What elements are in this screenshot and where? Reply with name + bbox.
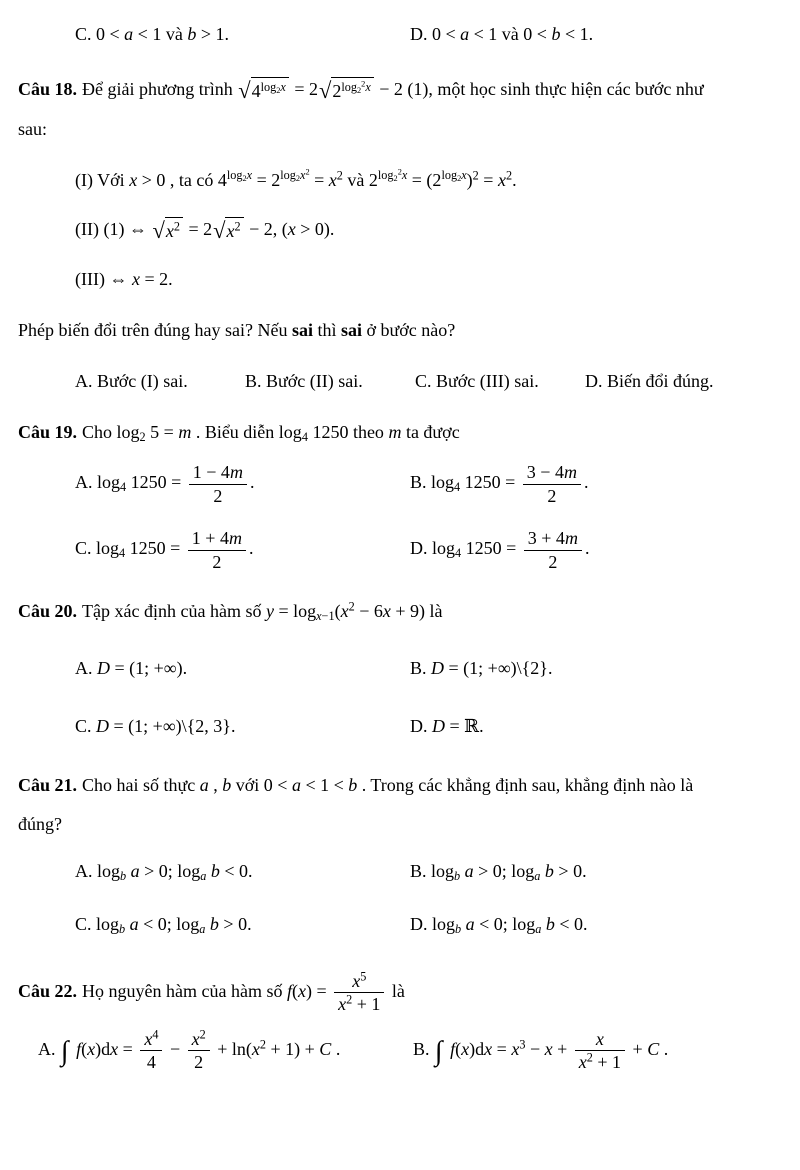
question-21-options-row-1 [75, 859, 782, 884]
question-20-option-d: D. D = ℝ. [410, 715, 484, 736]
prev-option-d: D. 0 < a < 1 và 0 < b < 1. [410, 24, 594, 44]
question-21-options-row-2 [75, 912, 782, 937]
question-21-option-a: A. $\log_b a > 0$; $\log_a b < 0$. [75, 861, 253, 884]
question-20-option-a: A. D = (1; +∞). [75, 658, 188, 679]
question-18-option-a: A. Bước (I) sai. [75, 370, 188, 391]
question-22-option-b: B. ∫ $f(x)dx = x^3 - x$ + $\frac{x}{x^2 + 1}$ + C . [413, 1028, 669, 1073]
question-19-options-row-2 [75, 527, 782, 573]
question-20-text [18, 599, 782, 624]
question-18-option-c: C. Bước (III) sai. [415, 370, 539, 391]
question-19-option-c: C. $\log_4 1250$ = $\frac{1 + 4m}{2}$ . [75, 528, 254, 572]
question-19-option-a: A. $\log_4 1250$ = $\frac{1 - 4m}{2}$ . [75, 462, 255, 506]
question-18-option-b: B. Bước (II) sai. [245, 370, 363, 391]
question-19-label: Câu 19. [18, 422, 78, 443]
question-20-options-row-2 [75, 714, 782, 739]
question-19-text-body: Cho $\log_2 5 = m$ . Biểu diễn $\log_4 1250$ theo m ta được [82, 422, 460, 445]
question-20-label: Câu 20. [18, 601, 78, 622]
question-21-option-b: B. $\log_b a > 0$; $\log_a b > 0$. [410, 861, 587, 884]
question-19-options-row-1 [75, 461, 782, 507]
question-21-text [18, 773, 782, 798]
question-22-options-row [38, 1028, 782, 1074]
prev-question-options-row [75, 22, 782, 47]
question-22-label: Câu 22. [18, 980, 78, 1001]
question-22-text [18, 970, 782, 1016]
question-18-intro [18, 77, 782, 104]
question-19-option-d: D. $\log_4 1250$ = $\frac{3 + 4m}{2}$ . [410, 528, 590, 572]
question-22-option-a: A. ∫ f(x)dx = $\frac{x^4}{4}$ − $\frac{x^2}{2}$ + $\ln(x^2 + 1) + C$ . [38, 1026, 341, 1073]
question-18-step-1: (I) Với x > 0 , ta có $4^{log_2x} = 2^{log_2x^2} = x^2$ và $2^{log_2^2x} = (2^{log_2x})^2 = x^2$. [75, 167, 517, 190]
question-20-option-c: C. D = (1; +∞)\{2, 3}. [75, 715, 236, 736]
prev-option-c: C. 0 < a < 1 và b > 1. [75, 24, 229, 44]
question-20-options-row-1 [75, 656, 782, 681]
question-20-option-b: B. D = (1; +∞)\{2}. [410, 658, 553, 679]
question-18-step-3: (III) ⇔ x = 2. [75, 268, 173, 289]
question-21-label: Câu 21. [18, 774, 78, 795]
question-18-options-row [75, 369, 782, 394]
question-21-text-body: Cho hai số thực a , b với 0 < a < 1 < b . Trong các khẳng định sau, khẳng định nào là [82, 774, 694, 795]
question-22-text-body: Họ nguyên hàm của hàm số f(x) = $\frac{x^5}{x^2 + 1}$ là [82, 968, 405, 1015]
question-18-step-2: (II) (1) ⇔ √ $x^2$ = 2 √ $x^2$ − 2, (x > 0). [75, 218, 335, 243]
question-18-label: Câu 18. [18, 79, 78, 100]
question-19-text [18, 420, 782, 445]
question-18-option-d: D. Biến đổi đúng. [585, 370, 714, 391]
question-20-text-body: Tập xác định của hàm số $y = \log_{x-1}(x^2 - 6x + 9)$ là [82, 599, 443, 624]
question-21-option-c: C. $\log_b a < 0$; $\log_a b > 0$. [75, 914, 252, 937]
question-19-option-b: B. $\log_4 1250$ = $\frac{3 - 4m}{2}$ . [410, 462, 589, 506]
question-18-intro-text: Để giải phương trình √ $4^{log_2x}$ = 2 √ $2^{log_2^2x}$ − 2 (1), một học sinh thực hiện các bước như [82, 78, 704, 104]
question-21-option-d: D. $\log_b a < 0$; $\log_a b < 0$. [410, 914, 588, 937]
question-18-intro-continuation: sau: [18, 118, 47, 139]
question-18-prompt: Phép biến đổi trên đúng hay sai? Nếu sai thì sai ở bước nào? [18, 319, 456, 340]
question-21-text-continuation: đúng? [18, 814, 62, 834]
